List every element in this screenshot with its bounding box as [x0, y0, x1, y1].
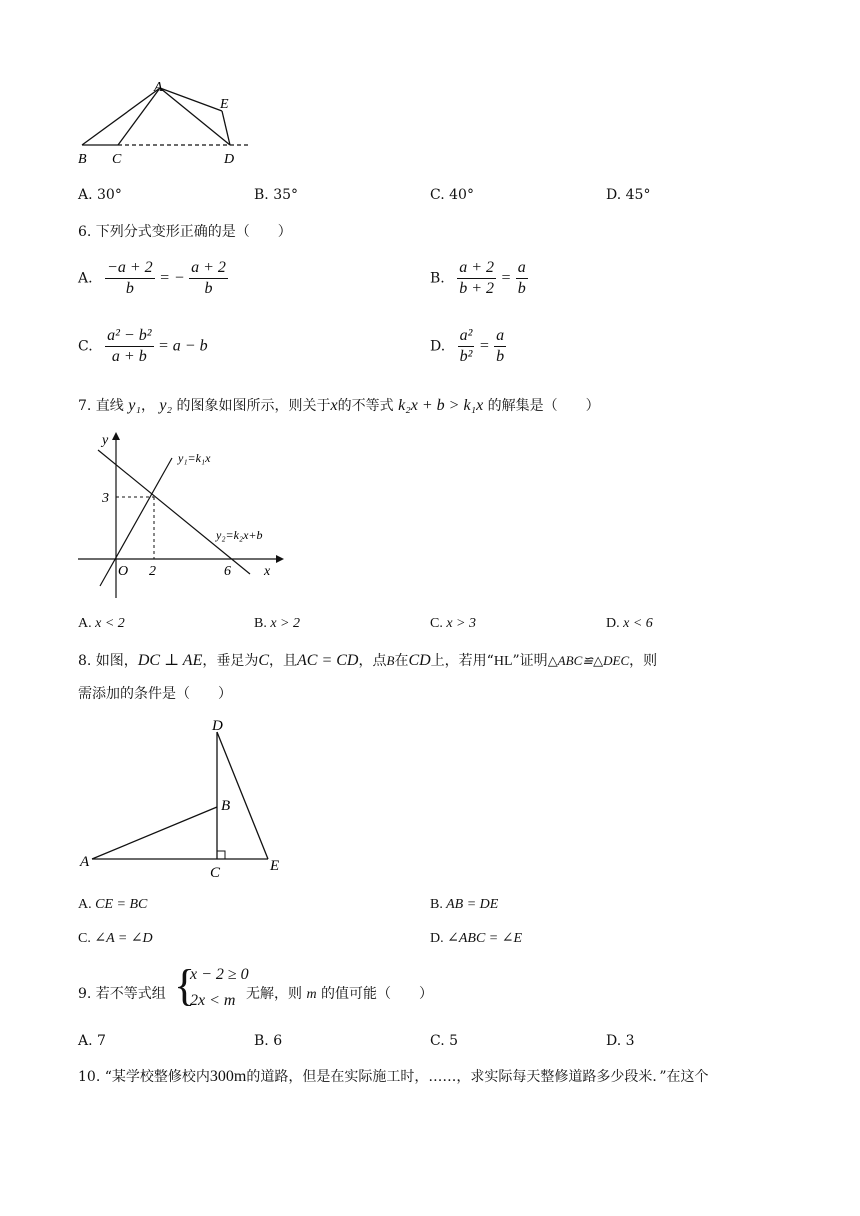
q7-origin-label: O [118, 564, 129, 579]
q8-stem-line2: 需添加的条件是（ ） [78, 686, 232, 702]
q9-inequality-2: 2x < m [190, 992, 236, 1009]
q7-option-a[interactable]: A. x < 2 [78, 616, 125, 631]
q6-option-c[interactable]: C. $\frac{\text{a² − b²}}{a + b}$ = a − b [78, 327, 208, 365]
q8-stem-line1: 8. 如图，DC ⊥ AE，垂足为C，且AC = CD，点B在CD上，若用“HL”证明△ABC≌△DEC，则 [78, 652, 658, 669]
q9-inequality-1: x − 2 ≥ 0 [190, 966, 249, 983]
q6-stem: 6. 下列分式变形正确的是（ ） [78, 224, 292, 240]
q9-stem-suffix: 无解，则 m 的值可能（ ） [246, 986, 434, 1002]
q7-y-axis-label: y [102, 433, 109, 448]
fig8-label-e: E [270, 858, 280, 874]
q6-option-d[interactable]: D. $\frac{\text{a²}}{\text{b²}}$ = $\frac{a}{b}$ [430, 327, 505, 365]
q9-option-a[interactable]: A. 7 [78, 1033, 106, 1049]
q7-line1-label: y₁=k₁x [178, 451, 211, 465]
q8-option-c[interactable]: C. ∠A = ∠D [78, 931, 153, 946]
q7-line2-label: y₂=k₂x+b [216, 528, 263, 542]
q9-stem-prefix: 9. 若不等式组 [78, 986, 166, 1002]
fig8-label-b: B [221, 798, 231, 814]
q6-option-a[interactable]: A. $\frac{-a + 2}{b}$ = − $\frac{a + 2}{b}$ [78, 259, 226, 297]
q9-option-c[interactable]: C. 5 [430, 1033, 459, 1049]
q5-option-c[interactable]: C. 40° [430, 187, 474, 203]
q5-option-d[interactable]: D. 45° [606, 187, 651, 203]
figure-q7-graph [72, 428, 292, 608]
fig5-label-e: E [220, 97, 229, 112]
q5-option-b[interactable]: B. 35° [254, 187, 299, 203]
q10-stem: 10. “某学校整修校内300m的道路，但是在实际施工时，……，求实际每天整修道路多少段米．”在这个 [78, 1068, 709, 1085]
q9-option-b[interactable]: B. 6 [254, 1033, 283, 1049]
figure-q8 [72, 712, 292, 882]
fig8-label-c: C [210, 865, 221, 881]
fig5-label-d: D [224, 152, 235, 167]
q7-stem: 7. 直线 y₁， y₂ 的图象如图所示，则关于x的不等式 k₂x + b > k₁x 的解集是（ ） [78, 397, 600, 414]
q9-option-d[interactable]: D. 3 [606, 1033, 635, 1049]
q7-x-axis-label: x [264, 564, 271, 579]
q7-option-c[interactable]: C. x > 3 [430, 616, 477, 631]
q9-brace: { [174, 961, 196, 1010]
figure-q5 [70, 75, 260, 170]
q7-tick-x-2: 2 [149, 564, 156, 579]
q7-tick-y-3: 3 [102, 491, 109, 506]
q8-option-a[interactable]: A. CE = BC [78, 897, 148, 912]
q5-option-a[interactable]: A. 30° [78, 187, 122, 203]
fig5-label-b: B [78, 152, 87, 167]
fig5-label-a: A [154, 80, 163, 95]
q7-option-b[interactable]: B. x > 2 [254, 616, 301, 631]
q6-option-b[interactable]: B. $\frac{a + 2}{b + 2}$ = $\frac{a}{b}$ [430, 259, 526, 297]
fig8-label-a: A [80, 854, 90, 870]
q8-option-b[interactable]: B. AB = DE [430, 897, 499, 912]
fig5-label-c: C [112, 152, 122, 167]
fig8-label-d: D [212, 718, 223, 734]
q8-option-d[interactable]: D. ∠ABC = ∠E [430, 931, 523, 946]
q7-tick-x-6: 6 [224, 564, 231, 579]
q7-option-d[interactable]: D. x < 6 [606, 616, 653, 631]
